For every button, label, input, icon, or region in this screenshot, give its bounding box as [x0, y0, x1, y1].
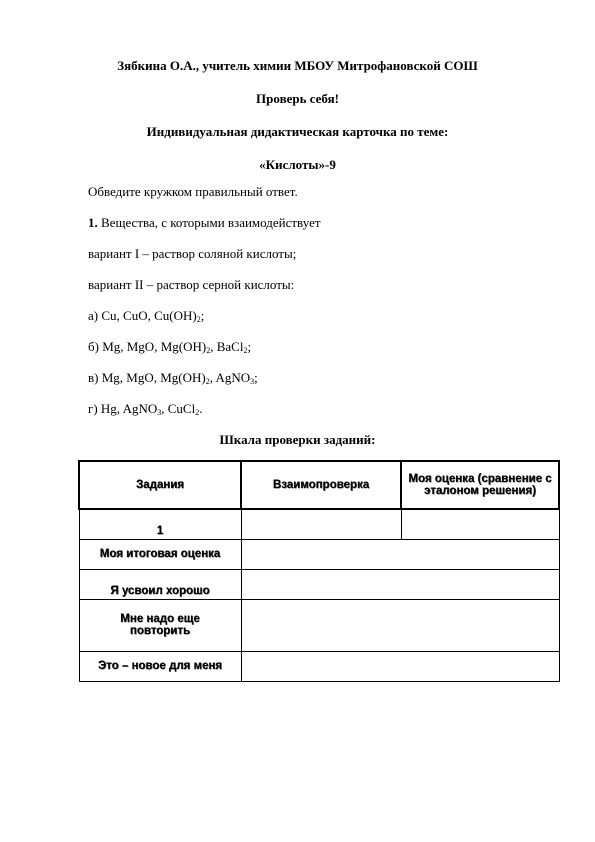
question-text: Вещества, с которыми взаимодействует [97, 215, 321, 230]
question-number: 1. [88, 215, 98, 230]
header-self-grade: Моя оценка (сравнение с эталоном решения) [401, 461, 559, 509]
final-grade-cell[interactable] [241, 539, 559, 569]
variant-2: вариант II – раствор серной кислоты: [88, 277, 295, 292]
task-number: 1 [79, 509, 241, 539]
peer-review-cell[interactable] [241, 509, 401, 539]
row-need-repeat: Мне надо еще повторить [79, 599, 241, 651]
author-line: Зябкина О.А., учитель химии МБОУ Митрофановской СОШ [117, 58, 478, 73]
header-tasks: Задания [79, 461, 241, 509]
row-new-for-me: Это – новое для меня [79, 651, 241, 681]
instruction: Обведите кружком правильный ответ. [88, 184, 298, 199]
row-learned-well: Я усвоил хорошо [79, 569, 241, 599]
assessment-table [78, 460, 560, 682]
option-b[interactable]: б) Mg, MgO, $Mg(OH)_2$, BaCl$_2$; [88, 339, 252, 355]
topic-title: «Кислоты»-9 [259, 157, 336, 172]
variant-1: вариант I – раствор соляной кислоты; [88, 246, 297, 261]
learned-well-cell[interactable] [241, 569, 559, 599]
self-grade-cell[interactable] [401, 509, 559, 539]
table-title: Шкала проверки заданий: [219, 432, 376, 447]
check-yourself-title: Проверь себя! [256, 91, 339, 106]
row-final-grade: Моя итоговая оценка [79, 539, 241, 569]
option-c[interactable]: в) Mg, MgO, $Mg(OH)_2$, AgNO$_3$; [88, 370, 258, 386]
header-peer-review: Взаимопроверка [241, 461, 401, 509]
question-1 [88, 215, 321, 231]
option-a[interactable]: а) Cu, CuO, $Cu(OH)_2$; [88, 308, 205, 324]
card-title: Индивидуальная дидактическая карточка по теме: [146, 124, 449, 139]
new-for-me-cell[interactable] [241, 651, 559, 681]
option-d[interactable]: г) Hg, AgNO$_3$, CuCl$_2$. [88, 401, 203, 417]
need-repeat-cell[interactable] [241, 599, 559, 651]
